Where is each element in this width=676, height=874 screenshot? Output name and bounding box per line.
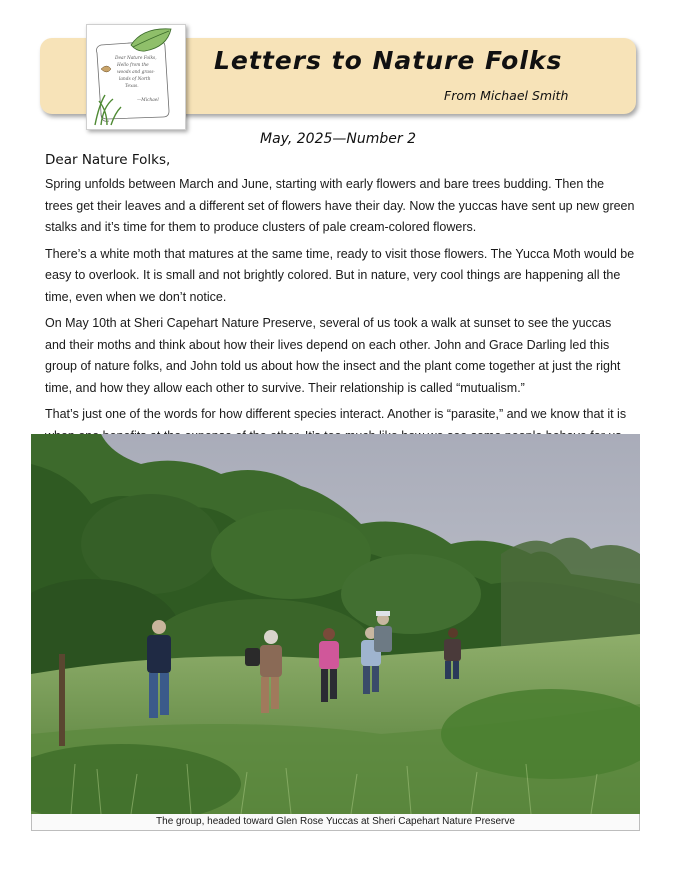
paragraph: That’s just one of the words for how different species interact. Another is “parasite,” and we know that it is: [45, 407, 627, 421]
issue-number: May, 2025—Number 2: [260, 131, 416, 147]
paragraph: On May 10th at Sheri Capehart Nature Preserve, several of us took a walk at sunset to see the yuccas and their moths and think about how their lives depend on each other. John and Grace Darling led this group of nature folks, and John told us about how the insect and the plant come together at just the right time, and how they allow each other to survive. Their relationship is called “mutualism.”: [45, 316, 621, 395]
paragraph: There’s a white moth that matures at the same time, ready to visit those flowers. The Yucca Moth would be easy to overlook. It is small and not brightly colored. But in nature, very cool things are happening all the time, even when we don’t notice.: [45, 246, 635, 304]
logo-note-line: Dear Nature Folks,: [115, 56, 157, 61]
newsletter-byline: From Michael Smith: [444, 88, 569, 103]
photo-caption: The group, headed toward Glen Rose Yuccas at Sheri Capehart Nature Preserve: [31, 814, 640, 831]
salutation: Dear Nature Folks,: [45, 152, 171, 168]
paragraph: Spring unfolds between March and June, starting with early flowers and bare trees budding. Then the trees get their leaves and a different set of flowers have their day. Now the yuccas have sent up new green stalks and it’s time for them to produce clusters of pale cream-colored flowers.: [45, 177, 635, 234]
newsletter-title: Letters to Nature Folks: [214, 46, 563, 75]
logo-note-line: Texas.: [125, 84, 139, 89]
group-walk-photo: [31, 434, 640, 814]
logo-note-line: woods and grass-: [117, 70, 155, 75]
logo-note-line: Hello from the: [117, 63, 149, 68]
logo-note-line: lands of North: [119, 77, 151, 82]
letter-body: [45, 174, 635, 474]
newsletter-logo: [86, 24, 186, 130]
letter-scroll-icon: [87, 25, 185, 129]
logo-note-line: —Michael: [137, 98, 159, 103]
